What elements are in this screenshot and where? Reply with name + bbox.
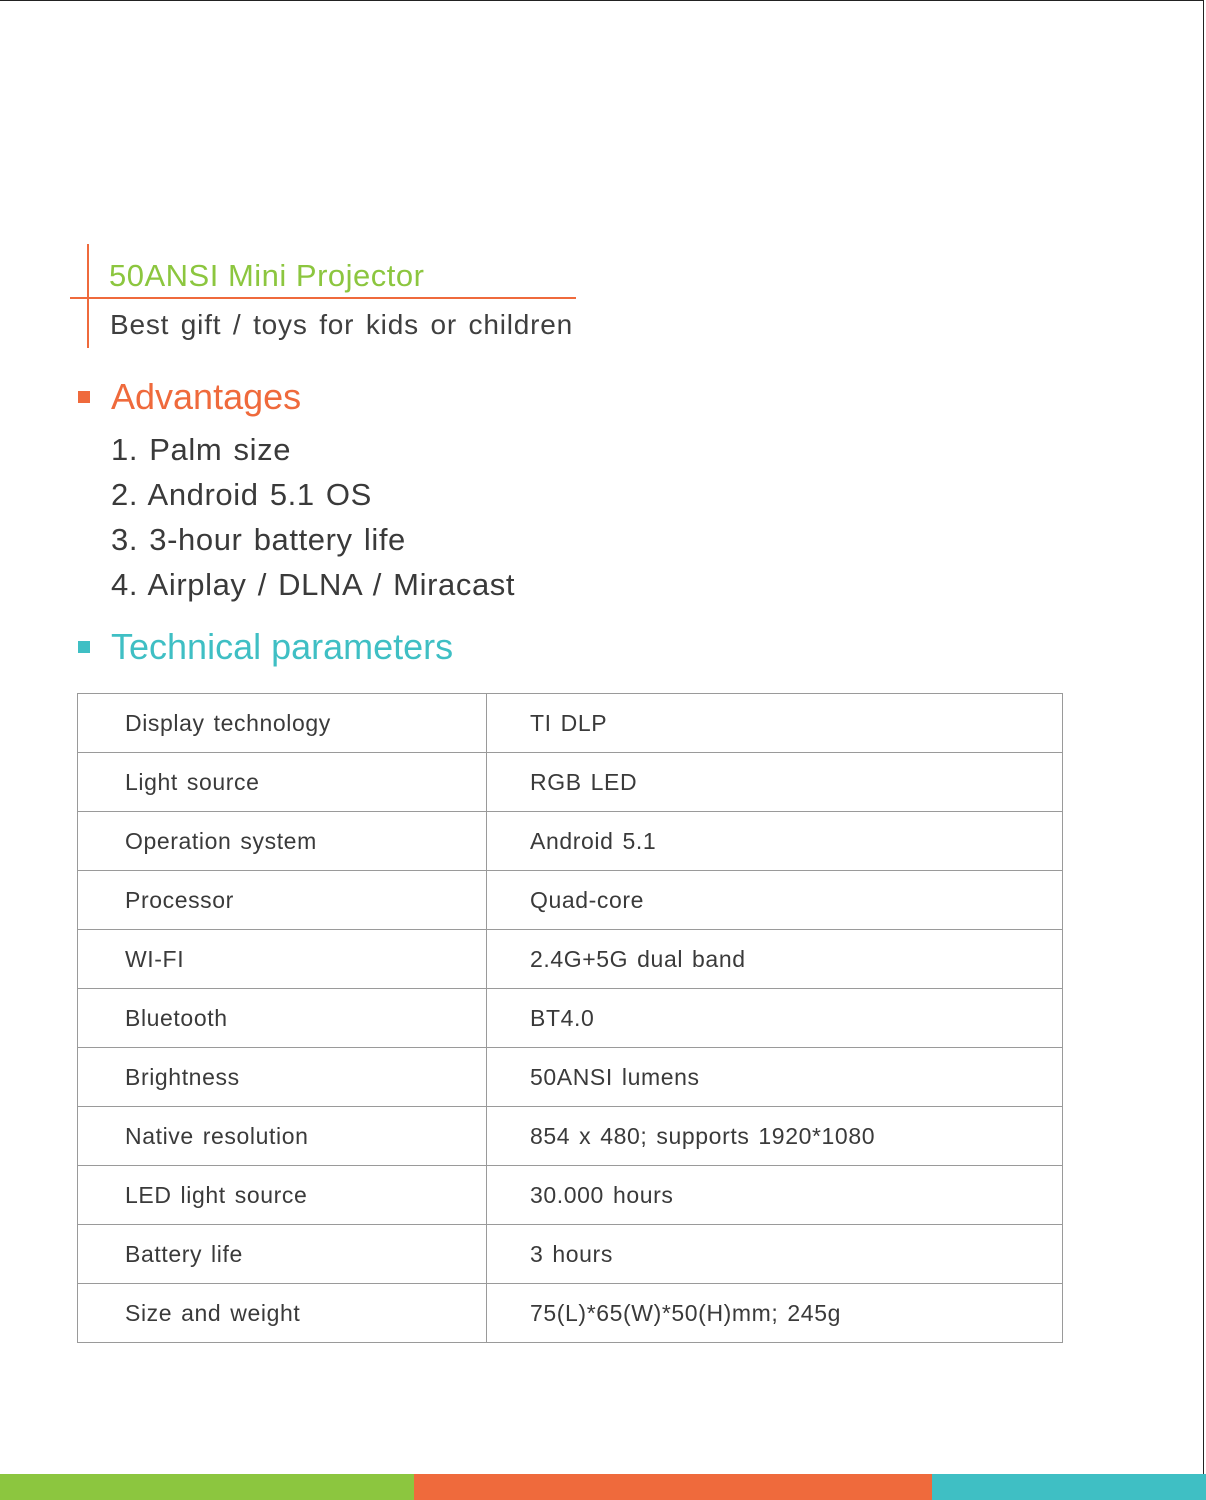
table-row — [78, 694, 1063, 753]
advantage-item: 4. Airplay / DLNA / Miracast — [111, 567, 516, 602]
footer-teal-segment — [932, 1474, 1206, 1500]
spec-value: Quad-core — [487, 871, 1063, 930]
spec-value: 75(L)*65(W)*50(H)mm; 245g — [487, 1284, 1063, 1343]
spec-value: Android 5.1 — [487, 812, 1063, 871]
footer-green-segment — [0, 1474, 414, 1500]
table-row — [78, 1107, 1063, 1166]
table-row — [78, 871, 1063, 930]
advantage-item: 1. Palm size — [111, 432, 292, 467]
table-row — [78, 812, 1063, 871]
spec-value: BT4.0 — [487, 989, 1063, 1048]
spec-value: 3 hours — [487, 1225, 1063, 1284]
product-title: 50ANSI Mini Projector — [109, 258, 425, 293]
spec-key: Operation system — [78, 812, 487, 871]
advantages-heading — [78, 376, 301, 418]
spec-value: 2.4G+5G dual band — [487, 930, 1063, 989]
spec-key: Bluetooth — [78, 989, 487, 1048]
product-subtitle: Best gift / toys for kids or children — [110, 309, 573, 340]
spec-key: Native resolution — [78, 1107, 487, 1166]
spec-key: Brightness — [78, 1048, 487, 1107]
spec-value: 854 x 480; supports 1920*1080 — [487, 1107, 1063, 1166]
spec-table — [77, 693, 1063, 1343]
table-row — [78, 930, 1063, 989]
spec-value: 50ANSI lumens — [487, 1048, 1063, 1107]
spec-key: Processor — [78, 871, 487, 930]
table-row — [78, 1166, 1063, 1225]
advantage-item: 2. Android 5.1 OS — [111, 477, 372, 512]
advantages-list — [111, 430, 515, 610]
square-bullet-icon — [78, 391, 90, 403]
table-row — [78, 1284, 1063, 1343]
spec-key: Size and weight — [78, 1284, 487, 1343]
header-horizontal-rule — [70, 297, 576, 299]
table-row — [78, 1048, 1063, 1107]
footer-color-bar — [0, 1474, 1206, 1500]
square-bullet-icon — [78, 641, 90, 653]
spec-value: RGB LED — [487, 753, 1063, 812]
table-row — [78, 1225, 1063, 1284]
spec-value: TI DLP — [487, 694, 1063, 753]
spec-key: Light source — [78, 753, 487, 812]
header-vertical-rule — [87, 244, 89, 348]
spec-key: WI-FI — [78, 930, 487, 989]
table-row — [78, 753, 1063, 812]
technical-heading — [78, 626, 453, 668]
table-row — [78, 989, 1063, 1048]
advantage-item: 3. 3-hour battery life — [111, 522, 406, 557]
spec-key: LED light source — [78, 1166, 487, 1225]
footer-orange-segment — [414, 1474, 932, 1500]
spec-value: 30.000 hours — [487, 1166, 1063, 1225]
advantages-heading-label: Advantages — [111, 376, 302, 417]
technical-heading-label: Technical parameters — [111, 626, 454, 667]
spec-key: Display technology — [78, 694, 487, 753]
spec-key: Battery life — [78, 1225, 487, 1284]
